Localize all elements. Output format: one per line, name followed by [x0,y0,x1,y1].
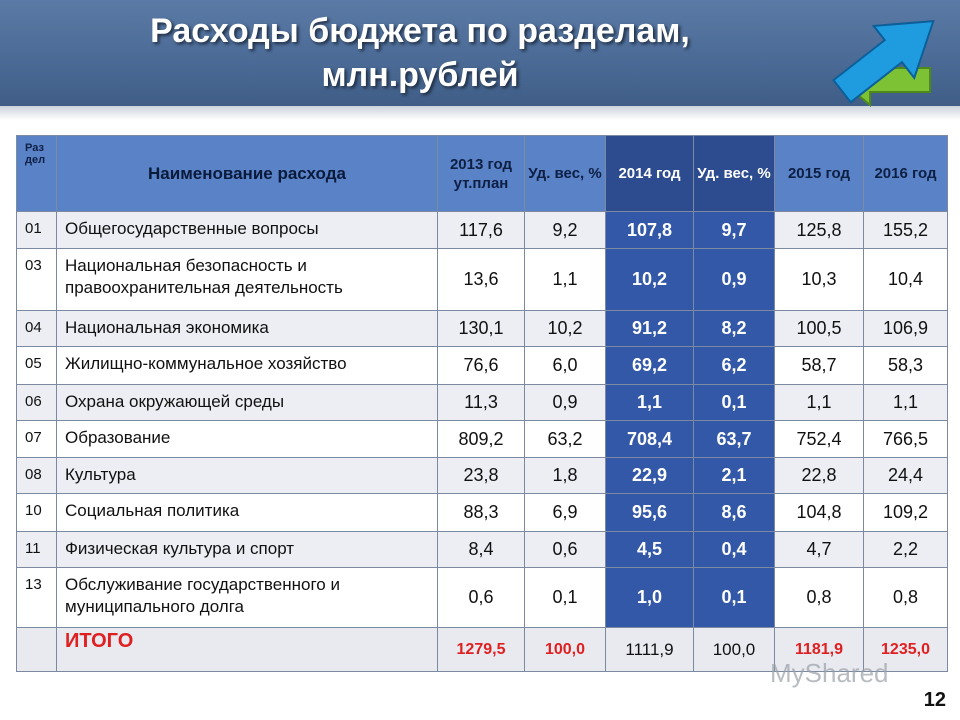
row-2015: 22,8 [775,458,864,494]
row-code: 01 [17,212,57,249]
watermark: MyShared [770,658,889,688]
row-code: 11 [17,532,57,568]
row-name: Физическая культура и спорт [57,532,438,568]
row-share-2014: 8,2 [694,311,775,347]
row-share-2013: 6,9 [525,494,606,532]
row-code: 13 [17,568,57,628]
row-2013: 8,4 [438,532,525,568]
row-name: Национальная безопасность и правоохранительная деятельность [57,249,438,311]
row-share-2013: 6,0 [525,347,606,385]
row-share-2013: 63,2 [525,421,606,458]
slide-title-line1: Расходы бюджета по разделам, [150,12,690,50]
row-2014: 91,2 [606,311,694,347]
table-header-row [17,136,948,212]
row-2016: 58,3 [864,347,948,385]
row-code: 04 [17,311,57,347]
row-2015: 0,8 [775,568,864,628]
header-section: Раз дел [17,136,57,212]
row-2013: 809,2 [438,421,525,458]
header-2015: 2015 год [775,136,864,212]
row-share-2013: 0,1 [525,568,606,628]
row-2014: 4,5 [606,532,694,568]
table-row [17,494,948,532]
row-2013: 13,6 [438,249,525,311]
total-code [17,628,57,672]
row-2016: 1,1 [864,385,948,421]
row-2013: 76,6 [438,347,525,385]
row-2014: 10,2 [606,249,694,311]
row-share-2013: 1,1 [525,249,606,311]
blue-arrow-icon [822,0,953,118]
row-code: 03 [17,249,57,311]
table-row [17,311,948,347]
row-share-2014: 6,2 [694,347,775,385]
row-name: Жилищно-коммунальное хозяйство [57,347,438,385]
table-row [17,249,948,311]
row-share-2013: 0,9 [525,385,606,421]
table-row [17,347,948,385]
table-row [17,458,948,494]
row-2013: 0,6 [438,568,525,628]
total-2014: 1111,9 [606,628,694,672]
row-2014: 1,1 [606,385,694,421]
row-name: Культура [57,458,438,494]
row-2014: 69,2 [606,347,694,385]
row-name: Общегосударственные вопросы [57,212,438,249]
row-share-2014: 0,1 [694,385,775,421]
row-share-2013: 10,2 [525,311,606,347]
total-2013: 1279,5 [438,628,525,672]
header-share-2014: Уд. вес, % [694,136,775,212]
row-code: 07 [17,421,57,458]
header-2013: 2013 год ут.план [438,136,525,212]
row-code: 06 [17,385,57,421]
row-name: Национальная экономика [57,311,438,347]
row-2016: 106,9 [864,311,948,347]
total-2015: 1181,9 [775,628,864,672]
row-2016: 766,5 [864,421,948,458]
table-row [17,421,948,458]
slide-title-line2: млн.рублей [321,56,519,94]
row-share-2014: 0,9 [694,249,775,311]
header-2016: 2016 год [864,136,948,212]
header-name: Наименование расхода [57,136,438,212]
row-2016: 155,2 [864,212,948,249]
row-code: 08 [17,458,57,494]
row-code: 10 [17,494,57,532]
row-2015: 104,8 [775,494,864,532]
row-2015: 1,1 [775,385,864,421]
row-2015: 100,5 [775,311,864,347]
total-share-2014: 100,0 [694,628,775,672]
row-share-2013: 9,2 [525,212,606,249]
row-share-2014: 9,7 [694,212,775,249]
row-2013: 130,1 [438,311,525,347]
row-2013: 11,3 [438,385,525,421]
row-2014: 95,6 [606,494,694,532]
table-row [17,212,948,249]
row-2016: 2,2 [864,532,948,568]
row-share-2014: 2,1 [694,458,775,494]
row-share-2014: 8,6 [694,494,775,532]
row-name: Образование [57,421,438,458]
row-2014: 708,4 [606,421,694,458]
page-number: 12 [923,689,946,711]
row-2016: 0,8 [864,568,948,628]
table-row [17,385,948,421]
row-2016: 109,2 [864,494,948,532]
total-share-2013: 100,0 [525,628,606,672]
row-share-2014: 0,1 [694,568,775,628]
table-row [17,568,948,628]
row-2015: 4,7 [775,532,864,568]
row-share-2013: 1,8 [525,458,606,494]
row-2015: 125,8 [775,212,864,249]
row-code: 05 [17,347,57,385]
row-2014: 107,8 [606,212,694,249]
row-2015: 58,7 [775,347,864,385]
header-share-2013: Уд. вес, % [525,136,606,212]
row-2016: 10,4 [864,249,948,311]
row-share-2014: 0,4 [694,532,775,568]
total-label: ИТОГО [57,628,438,672]
row-2013: 23,8 [438,458,525,494]
row-2014: 1,0 [606,568,694,628]
row-share-2014: 63,7 [694,421,775,458]
row-2016: 24,4 [864,458,948,494]
table-row [17,532,948,568]
row-name: Охрана окружающей среды [57,385,438,421]
row-name: Обслуживание государственного и муниципального долга [57,568,438,628]
row-2015: 10,3 [775,249,864,311]
row-name: Социальная политика [57,494,438,532]
row-2013: 117,6 [438,212,525,249]
row-2015: 752,4 [775,421,864,458]
total-2016: 1235,0 [864,628,948,672]
row-2013: 88,3 [438,494,525,532]
row-share-2013: 0,6 [525,532,606,568]
arrows-icon [800,0,960,118]
row-2014: 22,9 [606,458,694,494]
header-2014: 2014 год [606,136,694,212]
budget-table [16,135,948,672]
